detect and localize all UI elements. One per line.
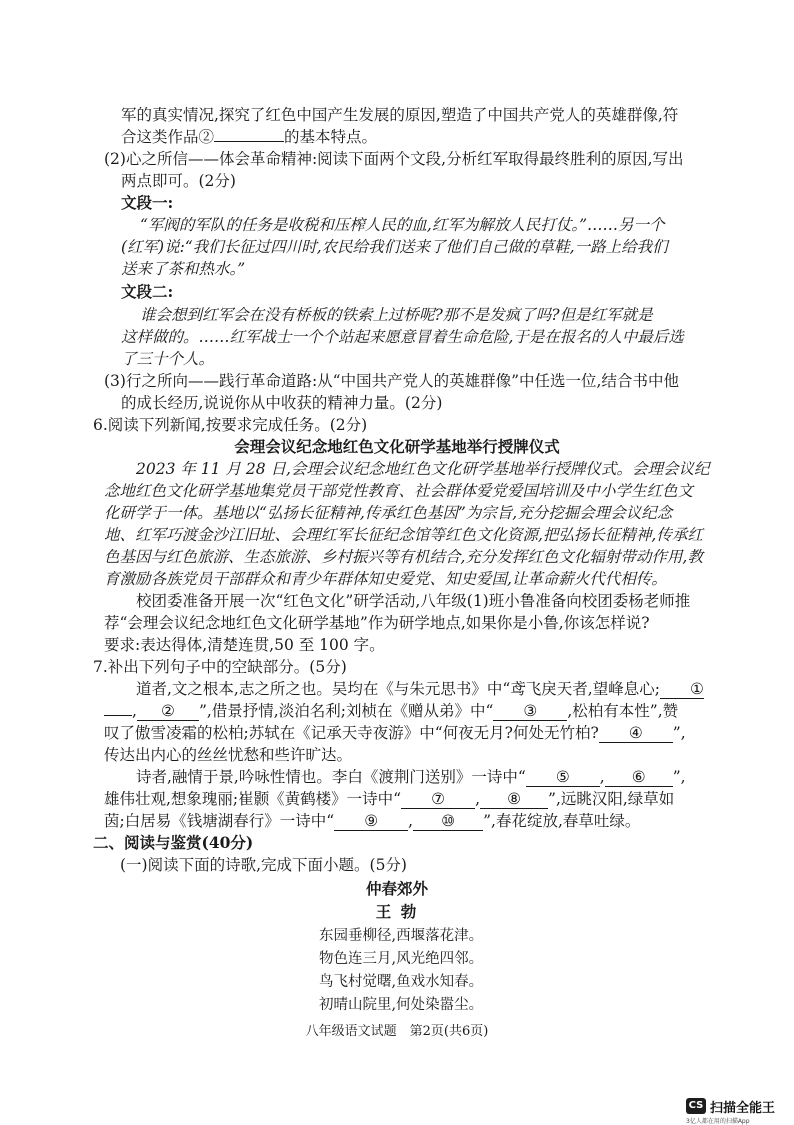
page-footer: 八年级语文试题 第2页(共6页) <box>305 1024 489 1039</box>
blank-7 <box>401 790 475 809</box>
answer-blank <box>214 141 284 142</box>
poem-line-4: 初晴山院里,何处染嚣尘。 <box>319 997 484 1013</box>
blank-8 <box>480 790 548 809</box>
segment-1-line-3: 送来了茶和热水。” <box>121 260 246 278</box>
blank-1 <box>660 680 704 699</box>
q7-text: , <box>408 812 414 830</box>
segment-2-line-3: 了三十个人。 <box>121 350 215 368</box>
segment-1-line-2: (红军)说:“我们长征过四川时,农民给我们送来了他们自己做的草鞋,一路上给我们 <box>121 238 668 256</box>
blank-4 <box>599 724 673 743</box>
blank-5 <box>526 768 600 787</box>
q5-sub3-line-1: (3)行之所向——践行革命道路:从“中国共产党人的英雄群像”中任选一位,结合书中他 <box>104 372 679 390</box>
q7-p1-line-2 <box>104 701 678 721</box>
camscanner-tagline: 3亿人都在用的扫描App <box>686 1118 750 1125</box>
q5-sub2-line-1: (2)心之所信——体会革命精神:阅读下面两个文段,分析红军取得最终胜利的原因,写出 <box>104 150 684 168</box>
news-line-6: 育激励各族党员干部群众和青少年群体知史爱党、知史爱国,让革命薪火代代相传。 <box>104 570 667 588</box>
blank-7-number: ⑦ <box>431 790 446 808</box>
section-2-sub-1: (一)阅读下面的诗歌,完成下面小题。(5分) <box>120 856 407 874</box>
blank-6-number: ⑥ <box>631 768 646 786</box>
segment-1-line-1: “军阀的军队的任务是收税和压榨人民的血,红军为解放人民打仗。”……另一个 <box>140 216 665 234</box>
q7-p2-line-3 <box>104 811 640 831</box>
q7-p1-line-3 <box>104 723 686 743</box>
q6-task-line-1: 校团委准备开展一次“红色文化”研学活动,八年级(1)班小鲁准备向校团委杨老师推 <box>136 592 691 610</box>
poem-line-2: 物色连三月,风光绝四邻。 <box>319 951 484 967</box>
poem-line-1: 东园垂柳径,西堰落花津。 <box>319 928 484 944</box>
q7-text: 雄伟壮观,想象瑰丽;崔颢《黄鹤楼》一诗中“ <box>104 790 402 808</box>
blank-9 <box>334 812 408 831</box>
poem-author: 王 勃 <box>375 902 419 921</box>
q7-p1-line-4: 传达出内心的丝丝忧愁和些许旷达。 <box>104 746 353 764</box>
q7-text: , <box>132 702 137 720</box>
blank-2-number: ② <box>160 702 175 720</box>
q7-text: ”,借景抒情,淡泊名利;刘桢在《赠从弟》中“ <box>198 702 494 720</box>
segment-2-line-2: 这样做的。……红军战士一个个站起来愿意冒着生命危险,于是在报名的人中最后选 <box>121 328 684 346</box>
news-line-1: 2023 年 11 月 28 日,会理会议纪念地红色文化研学基地举行授牌仪式。会理会议纪 <box>136 460 710 478</box>
blank-5-number: ⑤ <box>555 768 570 786</box>
q5-text-line-1: 军的真实情况,探究了红色中国产生发展的原因,塑造了中国共产党人的英雄群像,符 <box>121 106 679 124</box>
q7-p1-text: 道者,文之根本,志之所之也。吴均在《与朱元思书》中“鸢飞戾天者,望峰息心; <box>136 680 660 698</box>
q5-sub2-line-2: 两点即可。(2分) <box>121 172 236 190</box>
blank-9-number: ⑨ <box>364 812 379 830</box>
blank-1-continued <box>104 715 132 716</box>
q7-text: , <box>599 768 605 786</box>
camscanner-logo-icon: CS <box>686 1098 706 1114</box>
q7-text: ,松柏有本性”,赞 <box>567 702 679 720</box>
blank-2 <box>137 702 199 721</box>
q5-text-line-2 <box>121 127 377 147</box>
news-title: 会理会议纪念地红色文化研学基地举行授牌仪式 <box>234 437 560 456</box>
poem-line-3: 鸟飞村觉曙,鱼戏水知春。 <box>319 974 484 990</box>
q7-text: ”,春花绽放,春草吐绿。 <box>483 812 641 830</box>
q7-p1-line-1 <box>136 679 704 699</box>
q6-requirement: 要求:表达得体,清楚连贯,50 至 100 字。 <box>104 636 385 654</box>
q6-stem: 6.阅读下列新闻,按要求完成任务。(2分) <box>93 416 368 434</box>
q7-text: ”, <box>672 724 686 742</box>
blank-3-number: ③ <box>523 702 538 720</box>
q7-text: 诗者,融情于景,吟咏性情也。李白《渡荆门送别》一诗中“ <box>136 768 526 786</box>
blank-3 <box>493 702 567 721</box>
news-line-5: 色基因与红色旅游、生态旅游、乡村振兴等有机结合,充分发挥红色文化辐射带动作用,教 <box>104 548 703 566</box>
blank-1-number: ① <box>690 680 704 698</box>
q7-stem: 7.补出下列句子中的空缺部分。(5分) <box>93 658 347 676</box>
q7-text: ”,远眺汉阳,绿草如 <box>548 790 675 808</box>
blank-10-number: ⑩ <box>441 812 456 830</box>
q7-text: 茵;白居易《钱塘湖春行》一诗中“ <box>104 812 335 830</box>
blank-4-number: ④ <box>628 724 643 742</box>
q5-sub3-line-2: 的成长经历,说说你从中收获的精神力量。(2分) <box>121 394 443 412</box>
news-line-3: 化研学于一体。基地以“弘扬长征精神,传承红色基因”为宗旨,充分挖掘会理会议纪念 <box>104 504 673 522</box>
section-2-heading: 二、阅读与鉴赏(40分) <box>93 833 254 852</box>
segment-2-title: 文段二: <box>121 282 174 301</box>
q7-text: 叹了傲雪凌霜的松柏;苏轼在《记承天寺夜游》中“何夜无月?何处无竹柏? <box>104 724 599 742</box>
q5-line2-suffix: 的基本特点。 <box>284 128 378 146</box>
poem-title: 仲春郊外 <box>365 879 428 898</box>
news-line-2: 念地红色文化研学基地集党员干部党性教育、社会群体爱党爱国培训及中小学生红色文 <box>104 482 694 500</box>
blank-10 <box>413 812 483 831</box>
q7-p2-line-1 <box>136 767 686 787</box>
camscanner-name: 扫描全能王 <box>710 1101 776 1116</box>
q5-line2-prefix: 合这类作品② <box>121 128 215 146</box>
segment-2-line-1: 谁会想到红军会在没有桥板的铁索上过桥呢?那不是发疯了吗?但是红军就是 <box>140 306 653 324</box>
q7-p2-line-2 <box>104 789 674 809</box>
segment-1-title: 文段一: <box>121 193 174 212</box>
q7-text: , <box>475 790 481 808</box>
news-line-4: 地、红军巧渡金沙江旧址、会理红军长征纪念馆等红色文化资源,把弘扬长征精神,传承红 <box>104 526 703 544</box>
q7-text: ”, <box>672 768 686 786</box>
q6-task-line-2: 荐“会理会议纪念地红色文化研学基地”作为研学地点,如果你是小鲁,你该怎样说? <box>104 614 650 632</box>
blank-6 <box>605 768 673 787</box>
blank-8-number: ⑧ <box>507 790 521 808</box>
